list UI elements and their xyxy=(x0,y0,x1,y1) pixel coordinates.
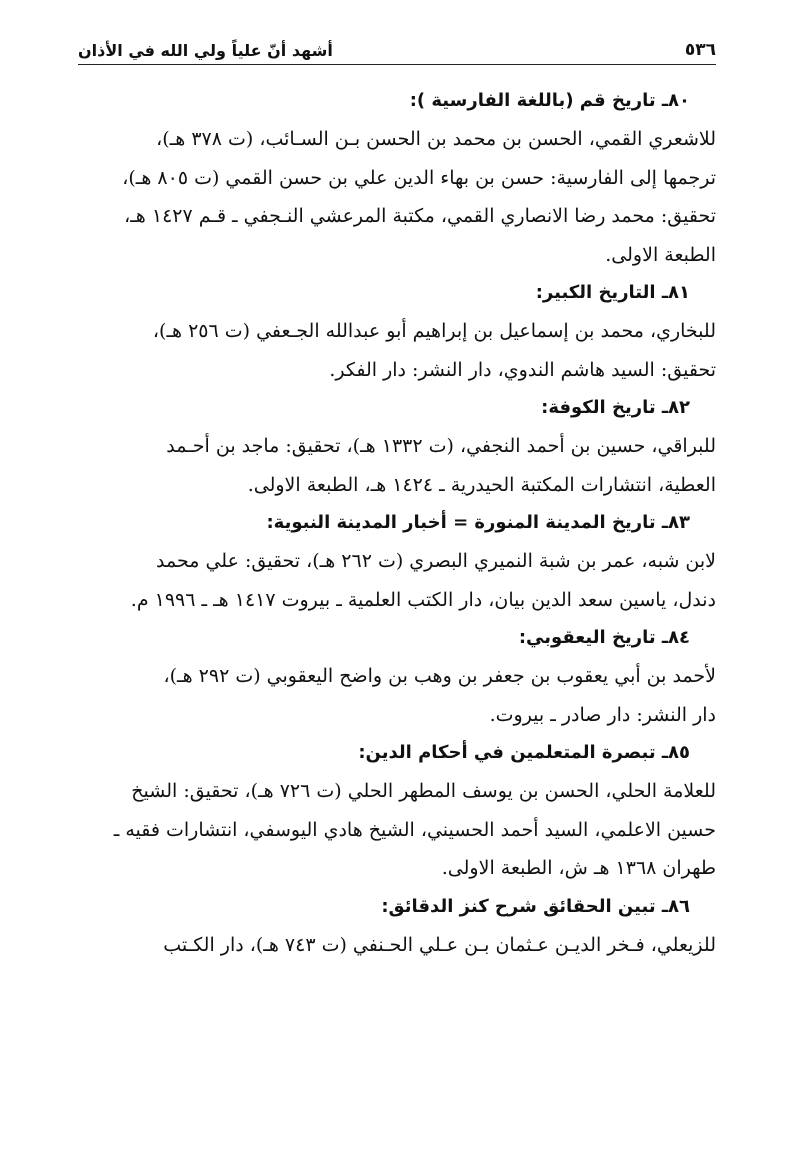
bibliography-entry xyxy=(76,734,716,888)
entry-line: العطية، انتشارات المكتبة الحيدرية ـ ١٤٢٤ هـ، الطبعة الاولى. xyxy=(247,473,716,496)
entry-line: للزيعلي، فـخر الديـن عـثمان بـن عـلي الحـنفي (ت ٧٤٣ هـ)، دار الكـتب xyxy=(163,933,716,956)
entry-title: ٨٤ـ تاريخ اليعقوبي: xyxy=(518,627,690,648)
entry-line: طهران ١٣٦٨ هـ ش، الطبعة الاولى. xyxy=(441,857,716,879)
bibliography-entry xyxy=(76,504,716,619)
entry-line: لأحمد بن أبي يعقوب بن جعفر بن وهب بن واضح اليعقوبي (ت ٢٩٢ هـ)، xyxy=(163,665,716,687)
bibliography-list xyxy=(76,82,716,964)
entry-line: تحقيق: السيد هاشم الندوي، دار النشر: دار الفكر. xyxy=(329,358,716,381)
entry-line: دندل، ياسين سعد الدين بيان، دار الكتب العلمية ـ بيروت ١٤١٧ هـ ـ ١٩٩٦ م. xyxy=(130,588,716,611)
entry-title: ٨٦ـ تبين الحقائق شرح كنز الدقائق: xyxy=(381,895,690,917)
entry-line: حسين الاعلمي، السيد أحمد الحسيني، الشيخ هادي اليوسفي، انتشارات فقيه ـ xyxy=(113,818,716,841)
page-number: ٥٣٦ xyxy=(684,40,716,60)
bibliography-entry xyxy=(76,619,716,734)
entry-line: الطبعة الاولى. xyxy=(605,243,716,266)
entry-line: للعلامة الحلي، الحسن بن يوسف المطهر الحلي (ت ٧٢٦ هـ)، تحقيق: الشيخ xyxy=(131,780,716,802)
entry-title: ٨٥ـ تبصرة المتعلمين في أحكام الدين: xyxy=(358,742,690,763)
entry-title: ٨٢ـ تاريخ الكوفة: xyxy=(541,397,690,418)
entry-line: للبخاري، محمد بن إسماعيل بن إبراهيم أبو عبدالله الجـعفي (ت ٢٥٦ هـ)، xyxy=(152,320,716,342)
entry-line: دار النشر: دار صادر ـ بيروت. xyxy=(489,703,716,726)
bibliography-entry xyxy=(76,274,716,389)
entry-line: للاشعري القمي، الحسن بن محمد بن الحسن بـن السـائب، (ت ٣٧٨ هـ)، xyxy=(156,128,716,150)
bibliography-entry xyxy=(76,389,716,504)
entry-title: ٨١ـ التاريخ الكبير: xyxy=(535,282,690,303)
page-header xyxy=(78,30,716,65)
entry-title: ٨٣ـ تاريخ المدينة المنورة = أخبار المدينة النبوية: xyxy=(266,512,690,533)
entry-line: ترجمها إلى الفارسية: حسن بن بهاء الدين علي بن حسن القمي (ت ٨٠٥ هـ)، xyxy=(122,166,716,189)
entry-line: لابن شبه، عمر بن شبة النميري البصري (ت ٢٦٢ هـ)، تحقيق: علي محمد xyxy=(156,550,716,572)
entry-line: للبراقي، حسين بن أحمد النجفي، (ت ١٣٣٢ هـ)، تحقيق: ماجد بن أحـمد xyxy=(166,435,716,457)
running-title: أشهد أنّ علياً ولي الله في الأذان xyxy=(78,41,333,60)
entry-line: تحقيق: محمد رضا الانصاري القمي، مكتبة المرعشي النـجفي ـ قـم ١٤٢٧ هـ، xyxy=(124,205,716,227)
bibliography-entry xyxy=(76,888,716,965)
entry-title: ٨٠ـ تاريخ قم (باللغة الفارسية ): xyxy=(409,90,690,111)
bibliography-entry xyxy=(76,82,716,274)
